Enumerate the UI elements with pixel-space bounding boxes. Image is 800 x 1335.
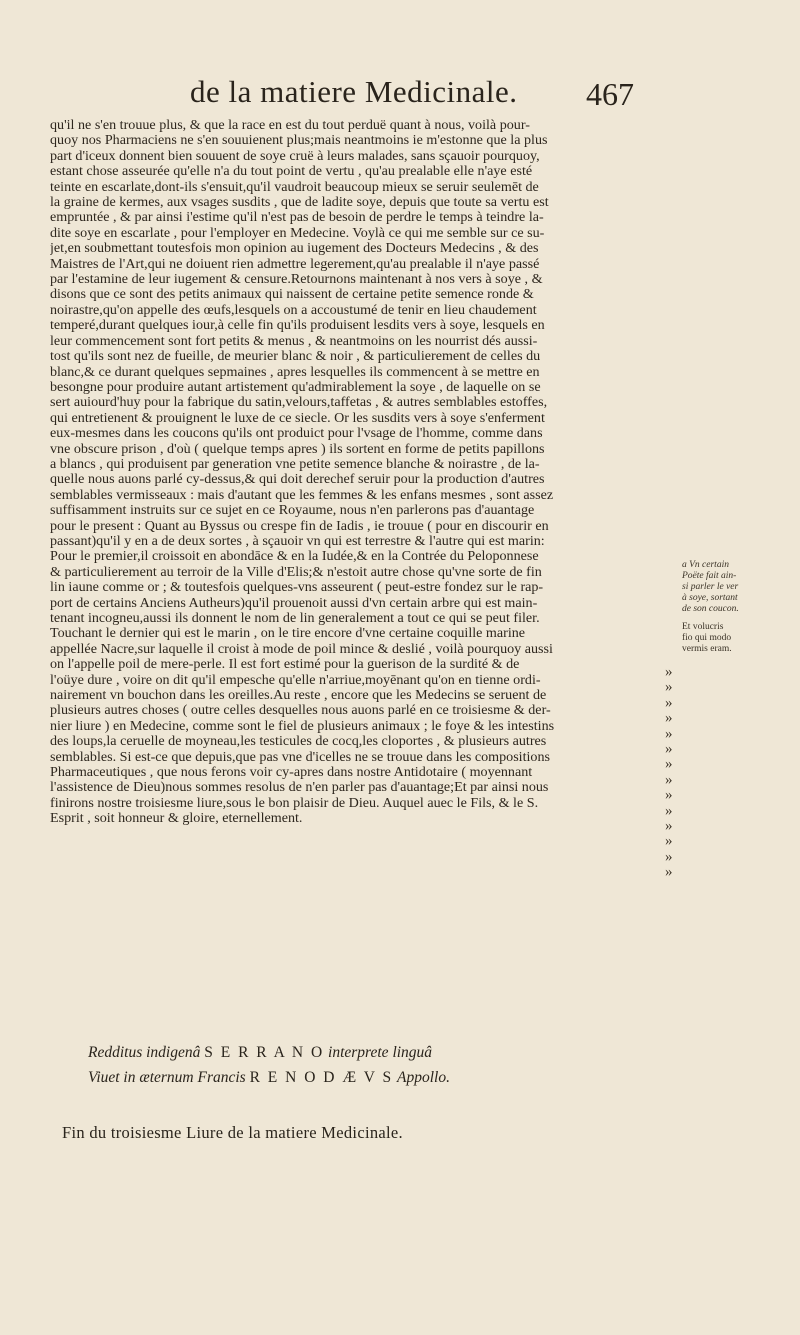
text-line: lin iaune comme or ; & toutesfois quelques-vns asseurent ( peut-estre fondez sur le rap- xyxy=(50,580,544,596)
text-line: besongne pour produire autant artistement qu'admirablement la soye , de laquelle on se xyxy=(50,379,541,395)
text-line: vne obscure prison , d'où ( quelque temps apres ) ils sortent en forme de petits papillons xyxy=(50,441,545,457)
margin-note-line: à soye, sortant xyxy=(682,593,738,603)
text-line: a blancs , qui produisent par generation vne petite semence blanche & noirastre , de la- xyxy=(50,456,540,472)
quotation-mark: » xyxy=(665,864,673,881)
text-line: Maistres de l'Art,qui ne doiuent rien admettre legerement,qu'au prealable il n'aye passé xyxy=(50,256,540,272)
quotation-mark: » xyxy=(665,771,673,788)
text-line: jet,en soubmettant toutesfois mon opinion au iugement des Docteurs Medecins , & des xyxy=(50,241,539,257)
text-line: semblables vermisseaux : mais d'autant que les femmes & les enfans mesmes , sont assez xyxy=(50,487,554,503)
colophon-line-1 xyxy=(88,1040,648,1065)
text-line: appellée Nacre,sur laquelle il croist à mode de poil mince & deslié , voilà pourquoy aussi xyxy=(50,641,553,657)
text-line: port de certains Anciens Autheurs)qu'il prouenoit aussi d'vn certain arbre qui est main- xyxy=(50,595,538,611)
text-line: qu'il ne s'en trouue plus, & que la race en est du tout perduë quant à nous, voilà pour- xyxy=(50,118,530,133)
end-of-book-line: Fin du troisiesme Liure de la matiere Medicinale. xyxy=(62,1123,403,1142)
page-header xyxy=(190,74,690,114)
text-line: la graine de kermes, aux vsages susdits , que de ladite soye, depuis que toute sa vertu est xyxy=(50,195,549,211)
quotation-mark: » xyxy=(665,787,673,804)
text-line: tenant incogneu,aussi ils donnent le nom de lin generalement a tout ce qui se peut filer. xyxy=(50,611,540,626)
text-line: teinte en escarlate,dont-ils s'ensuit,qu'il vaudroit beaucoup mieux se seruir seulemēt de xyxy=(50,179,539,195)
text-line: empruntée , & par ainsi i'estime qu'il n'est pas de besoin de perdre le temps à teindre la- xyxy=(50,210,544,226)
quotation-marks-column xyxy=(665,665,685,880)
quotation-mark: » xyxy=(665,679,673,696)
text-line: on l'appelle poil de mere-perle. Il est fort estimé pour la guerison de la surdité & de xyxy=(50,657,520,673)
text-line: l'oüye dure , voire on dit qu'il empesche qu'elle n'arriue,moyēnant qu'on en tienne ordi- xyxy=(50,672,541,688)
colophon-line-2-name: R E N O D Æ V S xyxy=(249,1069,394,1086)
text-line: dite soye en escarlate , pour l'employer en Medecine. Voylà ce qui me semble sur ce su- xyxy=(50,225,545,241)
text-line: & particulierement au terroir de la Ville d'Elis;& n'estoit autre chose qu'vne sorte de fin xyxy=(50,564,542,580)
quotation-mark: » xyxy=(665,817,673,834)
text-line: pour le present : Quant au Byssus ou crespe fin de Iadis , ie trouue ( pour en discourir en xyxy=(50,518,549,534)
text-line: nier liure ) en Medecine, comme sont le fiel de plusieurs animaux ; le foye & les intestins xyxy=(50,718,555,734)
text-line: part d'iceux donnent bien souuent de soye cruë à leurs malades, sans sçauoir pourquoy, xyxy=(50,148,540,164)
colophon-line-2-rest: Appollo. xyxy=(397,1069,450,1086)
colophon-line-2-italic: Viuet in æternum Francis xyxy=(88,1069,246,1086)
quotation-mark: » xyxy=(665,848,673,865)
margin-note-line: vermis eram. xyxy=(682,644,732,654)
text-line: temperé,durant quelques iour,à celle fin qu'ils produisent lesdits vers à soye, lesquels en xyxy=(50,318,545,334)
colophon-line-2 xyxy=(88,1065,648,1090)
text-line: quelle nous auons parlé cy-dessus,& qui doit derechef seruir pour la production d'autres xyxy=(50,472,545,488)
quotation-mark: » xyxy=(665,664,673,680)
quotation-mark: » xyxy=(665,725,673,742)
margin-note-line: Et volucris xyxy=(682,622,724,632)
quotation-mark: » xyxy=(665,710,673,727)
running-head: de la matiere Medicinale. xyxy=(190,74,518,109)
colophon-line-1-name: S E R R A N O xyxy=(204,1044,325,1061)
colophon-verse xyxy=(88,1040,648,1090)
text-line: semblables. Si est-ce que depuis,que pas vne d'icelles ne se trouue dans les compositions xyxy=(50,749,551,765)
text-line: noirastre,qu'on appelle des œufs,lesquels on a accoustumé de tenir en lieu chaudement xyxy=(50,302,537,318)
page-number: 467 xyxy=(586,76,634,112)
quotation-mark: » xyxy=(665,694,673,711)
quotation-mark: » xyxy=(665,740,673,757)
text-line: par l'estamine de leur iugement & censure.Retournons maintenant à nos vers à soye , & xyxy=(50,272,543,288)
text-line: nairement vn bouchon dans les oreilles.Au reste , encore que les Medecins se seruent de xyxy=(50,688,547,704)
text-line: des loups,la ceruelle de moyneau,les testicules de cocq,les cloportes , & plusieurs autres xyxy=(50,734,547,750)
quotation-mark: » xyxy=(665,802,673,819)
text-line: eux-mesmes dans les coucons qu'ils ont produict pour l'vsage de l'homme, comme dans xyxy=(50,426,543,442)
text-line: Pour le premier,il croissoit en abondāce & en la Iudée,& en la Contrée du Peloponnese xyxy=(50,549,539,565)
text-line: sert auiourd'huy pour la fabrique du satin,velours,taffetas , & autres semblables estoffes, xyxy=(50,395,548,411)
margin-note-a xyxy=(682,560,782,615)
margin-note-latin xyxy=(682,622,782,655)
text-line: disons que ce sont des petits animaux qui naissent de certaine petite semence ronde & xyxy=(50,287,534,303)
margin-note-line: a Vn certain xyxy=(682,560,729,570)
text-line: passant)qu'il y en a de deux sortes , à sçauoir vn qui est terrestre & l'autre qui est marin: xyxy=(50,533,545,549)
margin-note-line: Poëte fait ain- xyxy=(682,571,737,581)
text-line: suffisamment instruits sur ce sujet en ce Royaume, nous n'en parlerons pas d'auantage xyxy=(50,503,535,519)
text-line: Pharmaceutiques , que nous ferons voir cy-apres dans nostre Antidotaire ( moyennant xyxy=(50,765,533,781)
margin-note-line: fio qui modo xyxy=(682,633,732,643)
text-line: quoy nos Pharmaciens ne s'en souuienent plus;mais neantmoins ie m'estonne que la plus xyxy=(50,133,548,149)
margin-note-line: si parler le ver xyxy=(682,582,739,592)
colophon-line-1-italic: Redditus indigenâ xyxy=(88,1044,201,1061)
margin-note-line: de son coucon. xyxy=(682,604,739,614)
text-line: blanc,& ce durant quelques sepmaines , apres lesquelles ils commencent à se mettre en xyxy=(50,364,540,380)
text-line: Esprit , soit honneur & gloire, eternellement. xyxy=(50,811,303,827)
text-line: Touchant le dernier qui est le marin , on le tire encore d'vne certaine coquille marine xyxy=(50,626,526,642)
text-line: plusieurs autres choses ( outre celles desquelles nous auons parlé en ce troisiesme & der- xyxy=(50,703,551,719)
text-line: leur commencement sont fort petits & menus , & neantmoins on les nourrist dés aussi- xyxy=(50,333,538,349)
text-line: qui entretienent & prouignent le luxe de ce siecle. Or les susdits vers à soye s'enferment xyxy=(50,410,545,426)
quotation-mark: » xyxy=(665,833,673,850)
text-line: l'assistence de Dieu)nous sommes resolus de n'en parler pas d'auantage;Et par ainsi nous xyxy=(50,780,549,796)
quotation-mark: » xyxy=(665,756,673,773)
text-line: estant chose asseurée qu'elle n'a du tout point de vertu , qu'au prealable elle n'aye esté xyxy=(50,164,533,180)
text-line: finirons nostre troisiesme liure,sous le bon plaisir de Dieu. Auquel auec le Fils, & le S. xyxy=(50,795,539,811)
text-line: tost qu'ils sont nez de fueille, de meurier blanc & noir , & particulierement de celles du xyxy=(50,349,541,365)
colophon-line-1-rest: interprete linguâ xyxy=(328,1044,433,1061)
body-text xyxy=(50,118,664,827)
